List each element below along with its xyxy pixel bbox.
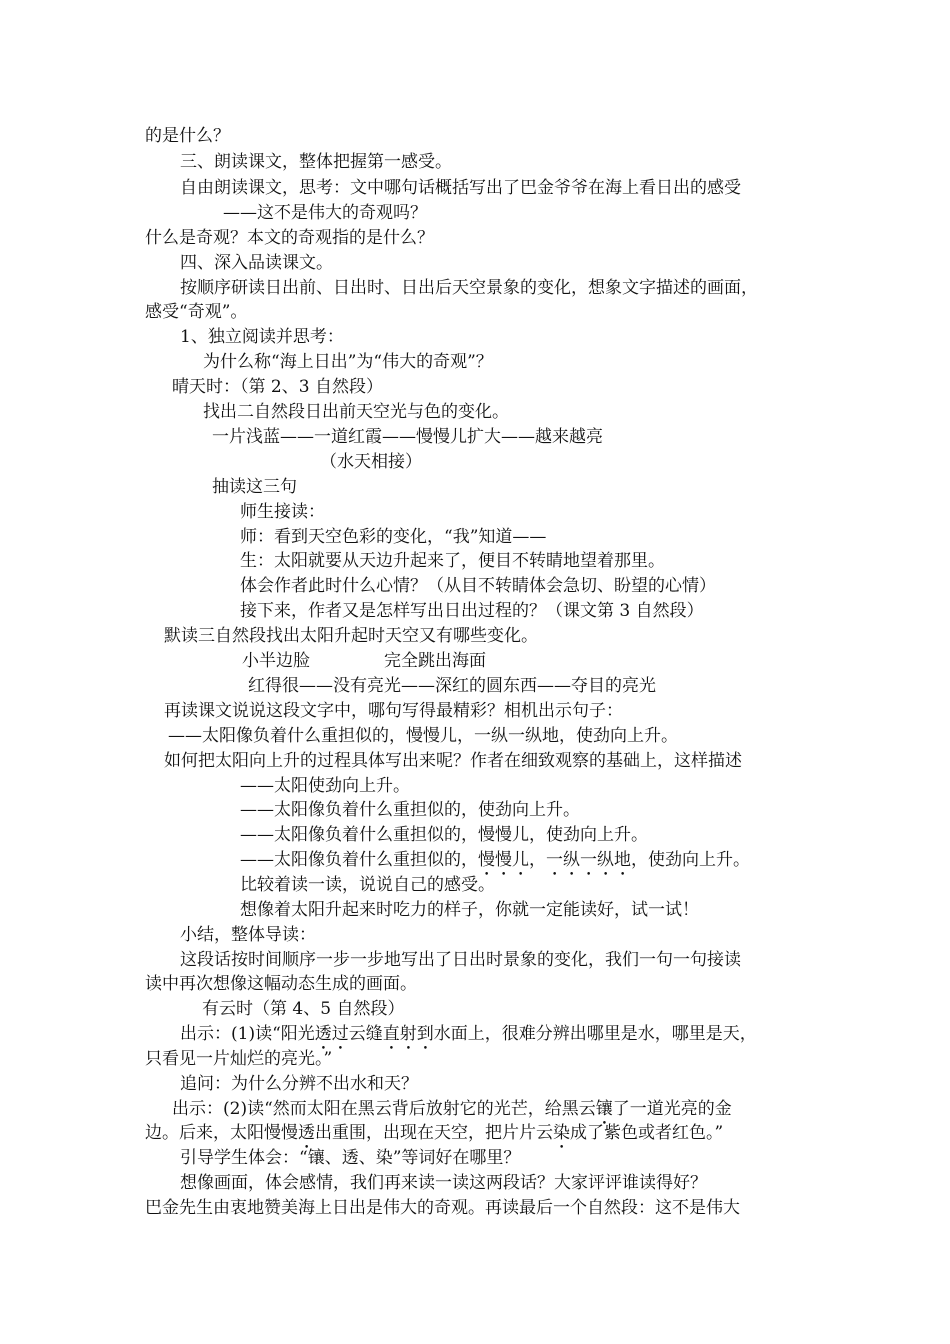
text-line: 引导学生体会：“镶、透、染”等词好在哪里？ <box>180 1148 521 1168</box>
text-line: 什么是奇观？本文的奇观指的是什么？ <box>145 228 434 248</box>
text-line: ——这不是伟大的奇观吗？ <box>223 203 427 223</box>
text-line: 红得很——没有亮光——深红的圆东西——夺目的亮光 <box>248 676 656 696</box>
text-line: 自由朗读课文，思考：文中哪句话概括写出了巴金爷爷在海上看日出的感受 <box>180 178 741 198</box>
text-line: 接下来，作者又是怎样写出日出过程的？（课文第 3 自然段） <box>240 601 704 621</box>
text-line: 生：太阳就要从天边升起来了，便目不转睛地望着那里。 <box>240 551 665 571</box>
emphasized-text: 慢慢儿，一纵一纵地， <box>478 850 648 870</box>
text-span: 了一道光亮的金 <box>612 1099 732 1119</box>
text-line: 再读课文说说这段文字中，哪句写得最精彩？相机出示句子： <box>164 701 623 721</box>
section-heading: 四、深入品读课文。 <box>180 253 333 273</box>
text-line: 师生接读： <box>240 502 325 522</box>
text-span: 成了紫色或者红色。” <box>570 1123 724 1143</box>
emphasized-text: 镶 <box>595 1099 613 1119</box>
section-heading: 三、朗读课文，整体把握第一感受。 <box>180 152 452 172</box>
text-span: 出示：(2)读“然而太阳在黑云背后放射它的光芒，给黑云 <box>172 1099 596 1119</box>
text-line: 有云时（第 4、5 自然段） <box>202 999 405 1019</box>
text-line: 感受“奇观”。 <box>145 302 248 322</box>
text-line: 的是什么？ <box>145 126 230 146</box>
text-span: 边。后来，太阳慢慢 <box>145 1123 298 1143</box>
text-line: 读中再次想像这幅动态生成的画面。 <box>145 974 417 994</box>
text-line: 想像画面，体会感情，我们再来读一读这两段话？大家评评谁读得好？ <box>180 1173 707 1193</box>
text-line: 为什么称“海上日出”为“伟大的奇观”？ <box>203 352 493 372</box>
text-line: （水天相接） <box>320 452 422 472</box>
text-line: 这段话按时间顺序一步一步地写出了日出时景象的变化，我们一句一句接读 <box>180 950 741 970</box>
text-line: 完全跳出海面 <box>384 651 486 671</box>
text-line: 默读三自然段找出太阳升起时天空又有哪些变化。 <box>164 626 538 646</box>
text-line: 晴天时：（第 2、3 自然段） <box>172 377 383 397</box>
text-line: ——太阳使劲向上升。 <box>240 776 410 796</box>
text-span: 水面上，很难分辨出哪里是水，哪里是天， <box>433 1024 757 1044</box>
text-span: 使劲向上升。 <box>648 850 750 870</box>
text-line: ——太阳像负着什么重担似的，慢慢儿，一纵一纵地，使劲向上升。 <box>168 726 678 746</box>
text-line: 如何把太阳向上升的过程具体写出来呢？作者在细致观察的基础上，这样描述 <box>164 751 742 771</box>
text-line: 体会作者此时什么心情？（从目不转睛体会急切、盼望的心情） <box>240 576 716 596</box>
text-line: 想像着太阳升起来时吃力的样子，你就一定能读好，试一试！ <box>240 900 699 920</box>
text-line: 按顺序研读日出前、日出时、日出后天空景象的变化，想象文字描述的画面， <box>180 278 758 298</box>
text-span: 云缝 <box>348 1024 383 1044</box>
text-line: ——太阳像负着什么重担似的，慢慢儿，使劲向上升。 <box>240 825 648 845</box>
text-line: 小结，整体导读： <box>180 925 316 945</box>
text-line: 只看见一片灿烂的亮光。” <box>145 1049 333 1069</box>
text-span: ——太阳像负着什么重担似的， <box>240 850 478 870</box>
text-line: 小半边脸 <box>242 651 310 671</box>
text-span: 出重围，出现在天空，把片片云 <box>315 1123 553 1143</box>
emphasized-text: 直射到 <box>382 1024 434 1044</box>
emphasized-text: 透过 <box>314 1024 349 1044</box>
text-line: 师：看到天空色彩的变化，“我”知道—— <box>240 527 547 547</box>
text-line: 巴金先生由衷地赞美海上日出是伟大的奇观。再读最后一个自然段：这不是伟大 <box>145 1198 740 1218</box>
text-line: ——太阳像负着什么重担似的，使劲向上升。 <box>240 800 580 820</box>
text-line: 抽读这三句 <box>212 477 297 497</box>
text-line: 追问：为什么分辨不出水和天？ <box>180 1074 418 1094</box>
text-line: 一片浅蓝——一道红霞——慢慢儿扩大——越来越亮 <box>212 427 603 447</box>
text-line: 比较着读一读，说说自己的感受。 <box>240 875 495 895</box>
text-line: 1、独立阅读并思考： <box>180 327 344 347</box>
text-span: 出示：(1)读“阳光 <box>180 1024 315 1044</box>
text-line: 找出二自然段日出前天空光与色的变化。 <box>203 402 509 422</box>
emphasized-text: 透 <box>298 1123 315 1143</box>
emphasized-text: 染 <box>553 1123 570 1143</box>
